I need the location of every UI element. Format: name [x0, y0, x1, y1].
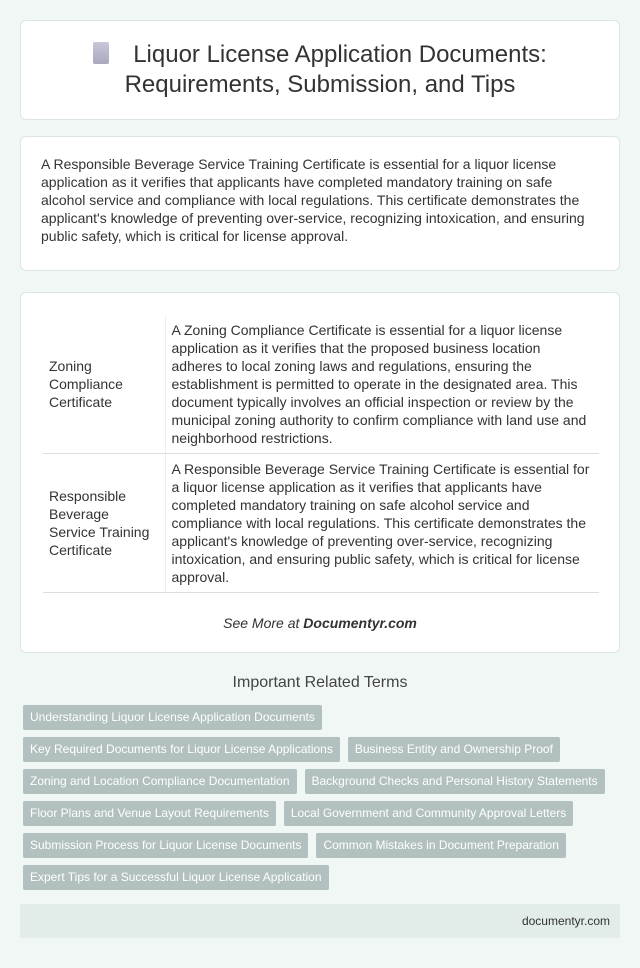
table-row [43, 315, 599, 454]
document-scroll-icon [93, 42, 109, 64]
see-more: See More at Documentyr.com [223, 615, 417, 631]
document-description: A Responsible Beverage Service Training Certificate is essential for a liquor license application as it verifies that applicants have completed mandatory training on safe alcohol service and compliance with local regulations. This certificate demonstrates the applicant's knowledge of preventing over-service, recognizing intoxication, and ensuring public safety, which is critical for license approval. [165, 454, 599, 593]
related-tag[interactable]: Expert Tips for a Successful Liquor License Application [23, 865, 329, 890]
page-title: Liquor License Application Documents: Requirements, Submission, and Tips [80, 40, 560, 100]
related-tag[interactable]: Local Government and Community Approval Letters [284, 801, 573, 826]
document-name: Responsible Beverage Service Training Certificate [43, 454, 165, 593]
related-tag[interactable]: Zoning and Location Compliance Documentation [23, 769, 297, 794]
related-tag[interactable]: Understanding Liquor License Application Documents [23, 705, 322, 730]
documents-table [43, 315, 599, 593]
summary-text: A Responsible Beverage Service Training Certificate is essential for a liquor license application as it verifies that applicants have completed mandatory training on safe alcohol service and compliance with local regulations. This certificate demonstrates the applicant's knowledge of preventing over-service, recognizing intoxication, and ensuring public safety, which is critical for license approval. [41, 156, 585, 244]
see-more-link[interactable]: Documentyr.com [303, 615, 417, 631]
summary-card [20, 136, 620, 271]
related-tag[interactable]: Background Checks and Personal History Statements [305, 769, 605, 794]
related-terms-title: Important Related Terms [232, 674, 408, 691]
document-description: A Zoning Compliance Certificate is essential for a liquor license application as it verifies that the proposed business location adheres to local zoning laws and regulations, ensuring the establishment is permitted to operate in the designated area. This document typically involves an official inspection or review by the municipal zoning authority to confirm compliance with land use and neighborhood restrictions. [165, 315, 599, 454]
document-name: Zoning Compliance Certificate [43, 315, 165, 454]
related-tag[interactable]: Common Mistakes in Document Preparation [316, 833, 565, 858]
documents-table-card [20, 292, 620, 653]
related-tag[interactable]: Floor Plans and Venue Layout Requirements [23, 801, 276, 826]
related-terms-list [23, 705, 623, 890]
related-tag[interactable]: Submission Process for Liquor License Documents [23, 833, 308, 858]
table-row [43, 454, 599, 593]
footer-site[interactable]: documentyr.com [521, 914, 610, 928]
header-card [20, 20, 620, 120]
related-tag[interactable]: Business Entity and Ownership Proof [348, 737, 560, 762]
footer [20, 904, 620, 938]
related-tag[interactable]: Key Required Documents for Liquor License Applications [23, 737, 340, 762]
